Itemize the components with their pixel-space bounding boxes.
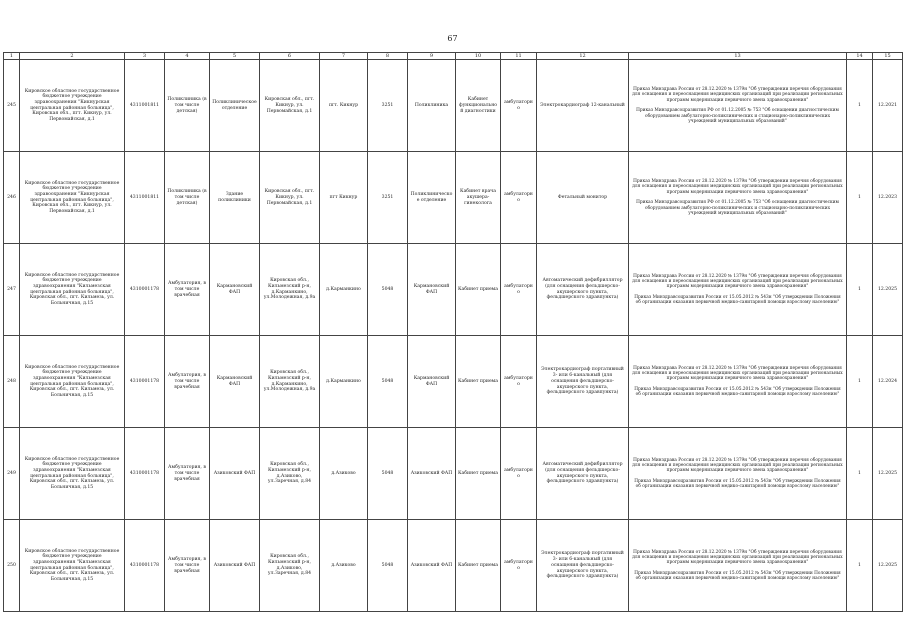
column-number: 6: [260, 53, 320, 60]
inn-cell: 4311001811: [125, 60, 165, 152]
department-cell: Поликлиническое отделение: [408, 152, 456, 244]
column-number: 15: [873, 53, 903, 60]
division-cell: Здание поликлиники: [210, 152, 260, 244]
room-cell: Кабинет приема: [456, 244, 501, 336]
address-cell: Кировская обл., пгт. Кикнур, ул. Первомайская, д.1: [260, 60, 320, 152]
care-form-cell: амбулаторно: [501, 520, 537, 612]
row-number: 248: [4, 336, 20, 428]
room-cell: Кабинет врача акушера-гинеколога: [456, 152, 501, 244]
row-number: 249: [4, 428, 20, 520]
unit-type-cell: Поликлиника (в том числе детская): [165, 152, 210, 244]
date-cell: 12.2025: [873, 244, 903, 336]
equipment-cell: Автоматический дефибриллятор (для оснащения фельдшерско-акушерского пункта, фельдшерского здравпункта): [537, 428, 629, 520]
table-row: [4, 152, 903, 244]
inn-cell: 4311001811: [125, 152, 165, 244]
address-cell: Кировская обл., Кильмезский р-н, д.Азиково, ул.Заречная, д.84: [260, 428, 320, 520]
inn-cell: 4310001178: [125, 336, 165, 428]
locality-cell: д.Карманкино: [320, 336, 368, 428]
date-cell: 12.2021: [873, 60, 903, 152]
table-body: [4, 53, 903, 612]
column-number: 12: [537, 53, 629, 60]
inn-cell: 4310001178: [125, 428, 165, 520]
inn-cell: 4310001178: [125, 244, 165, 336]
column-number: 11: [501, 53, 537, 60]
address-cell: Кировская обл., Кильмезский р-н, д.Карманкино, ул.Молодежная, д.9а: [260, 336, 320, 428]
table-row: [4, 336, 903, 428]
division-cell: Азиковский ФАП: [210, 428, 260, 520]
column-number: 5: [210, 53, 260, 60]
equipment-cell: Электрокардиограф портативный 3- или 6-канальный (для оснащения фельдшерско-акушерского пункта, фельдшерского здравпункта): [537, 336, 629, 428]
regulation-cell: Приказ Минздрава России от 28.12.2020 № 1379н "Об утверждении перечня оборудования для оснащения и переоснащения медицинских организаций при реализации региональных программ модернизации первичного звена здравоохранения" Приказ Минздравсоцразвития РФ от 01.12.2005 № 753 "Об оснащении диагностическим оборудованием амбулаторно-поликлинических и стационарно-поликлинических учреждений муниципальных образований": [629, 60, 847, 152]
equipment-cell: Электрокардиограф 12-канальный: [537, 60, 629, 152]
locality-cell: д.Азиково: [320, 520, 368, 612]
column-number: 13: [629, 53, 847, 60]
column-number: 1: [4, 53, 20, 60]
organization-cell: Кировское областное государственное бюджетное учреждение здравоохранения "Кильмезская центральная районная больница", Кировская обл., пгт. Кильмезь, ул. Больничная, д.15: [20, 520, 125, 612]
division-cell: Поликлиническое отделение: [210, 60, 260, 152]
quantity-cell: 1: [847, 152, 873, 244]
equipment-cell: Фетальный монитор: [537, 152, 629, 244]
column-number-row: [4, 53, 903, 60]
quantity-cell: 1: [847, 520, 873, 612]
row-number: 247: [4, 244, 20, 336]
date-cell: 12.2025: [873, 520, 903, 612]
organization-cell: Кировское областное государственное бюджетное учреждение здравоохранения "Кикнурская центральная районная больница", Кировская обл., пгт. Кикнур, ул. Первомайская, д.1: [20, 152, 125, 244]
column-number: 9: [408, 53, 456, 60]
department-cell: Кармановский ФАП: [408, 244, 456, 336]
table-row: [4, 520, 903, 612]
organization-cell: Кировское областное государственное бюджетное учреждение здравоохранения "Кильмезская центральная районная больница", Кировская обл., пгт. Кильмезь, ул. Больничная, д.15: [20, 336, 125, 428]
unit-type-cell: Амбулатория, в том числе врачебная: [165, 520, 210, 612]
care-form-cell: амбулаторно: [501, 336, 537, 428]
care-form-cell: амбулаторно: [501, 428, 537, 520]
locality-cell: пгт Кикнур: [320, 152, 368, 244]
row-number: 250: [4, 520, 20, 612]
division-cell: Азиковский ФАП: [210, 520, 260, 612]
column-number: 2: [20, 53, 125, 60]
quantity-cell: 1: [847, 244, 873, 336]
department-cell: Кармановский ФАП: [408, 336, 456, 428]
row-number: 246: [4, 152, 20, 244]
inn-cell: 4310001178: [125, 520, 165, 612]
care-form-cell: амбулаторно: [501, 60, 537, 152]
room-cell: Кабинет приема: [456, 428, 501, 520]
care-form-cell: амбулаторно: [501, 244, 537, 336]
code-cell: 5048: [368, 520, 408, 612]
regulation-cell: Приказ Минздрава России от 28.12.2020 № 1379н "Об утверждении перечня оборудования для оснащения и переоснащения медицинских организаций при реализации региональных программ модернизации первичного звена здравоохранения" Приказ Минздравсоцразвития России от 15.05.2012 № 543н "Об утверждении Положения об организации оказания первичной медико-санитарной помощи взрослому населению": [629, 520, 847, 612]
equipment-table: [3, 52, 903, 612]
regulation-cell: Приказ Минздрава России от 28.12.2020 № 1379н "Об утверждении перечня оборудования для оснащения и переоснащения медицинских организаций при реализации региональных программ модернизации первичного звена здравоохранения" Приказ Минздравсоцразвития России от 15.05.2012 № 543н "Об утверждении Положения об организации оказания первичной медико-санитарной помощи взрослому населению": [629, 336, 847, 428]
code-cell: 5048: [368, 244, 408, 336]
column-number: 14: [847, 53, 873, 60]
division-cell: Кармановский ФАП: [210, 244, 260, 336]
department-cell: Поликлиника: [408, 60, 456, 152]
address-cell: Кировская обл., пгт. Кикнур, ул. Первомайская, д.1: [260, 152, 320, 244]
row-number: 245: [4, 60, 20, 152]
code-cell: 3251: [368, 152, 408, 244]
regulation-cell: Приказ Минздрава России от 28.12.2020 № 1379н "Об утверждении перечня оборудования для оснащения и переоснащения медицинских организаций при реализации региональных программ модернизации первичного звена здравоохранения" Приказ Минздравсоцразвития России от 15.05.2012 № 543н "Об утверждении Положения об организации оказания первичной медико-санитарной помощи взрослому населению": [629, 428, 847, 520]
code-cell: 3251: [368, 60, 408, 152]
locality-cell: д.Азиково: [320, 428, 368, 520]
column-number: 4: [165, 53, 210, 60]
column-number: 10: [456, 53, 501, 60]
organization-cell: Кировское областное государственное бюджетное учреждение здравоохранения "Кильмезская центральная районная больница", Кировская обл., пгт. Кильмезь, ул. Больничная, д.15: [20, 244, 125, 336]
regulation-cell: Приказ Минздрава России от 28.12.2020 № 1379н "Об утверждении перечня оборудования для оснащения и переоснащения медицинских организаций при реализации региональных программ модернизации первичного звена здравоохранения" Приказ Минздравсоцразвития России от 15.05.2012 № 543н "Об утверждении Положения об организации оказания первичной медико-санитарной помощи взрослому населению": [629, 244, 847, 336]
column-number: 3: [125, 53, 165, 60]
locality-cell: д.Карманкино: [320, 244, 368, 336]
department-cell: Азиковский ФАП: [408, 520, 456, 612]
table-row: [4, 428, 903, 520]
date-cell: 12.2025: [873, 428, 903, 520]
column-number: 8: [368, 53, 408, 60]
room-cell: Кабинет приема: [456, 520, 501, 612]
division-cell: Кармановский ФАП: [210, 336, 260, 428]
organization-cell: Кировское областное государственное бюджетное учреждение здравоохранения "Кикнурская центральная районная больница", Кировская обл., пгт. Кикнур, ул. Первомайская, д.1: [20, 60, 125, 152]
unit-type-cell: Амбулатория, в том числе врачебная: [165, 244, 210, 336]
equipment-cell: Автоматический дефибриллятор (для оснащения фельдшерско-акушерского пункта, фельдшерского здравпункта): [537, 244, 629, 336]
quantity-cell: 1: [847, 428, 873, 520]
quantity-cell: 1: [847, 60, 873, 152]
room-cell: Кабинет приема: [456, 336, 501, 428]
organization-cell: Кировское областное государственное бюджетное учреждение здравоохранения "Кильмезская центральная районная больница", Кировская обл., пгт. Кильмезь, ул. Больничная, д.15: [20, 428, 125, 520]
room-cell: Кабинет функциональной диагностики: [456, 60, 501, 152]
department-cell: Азиковский ФАП: [408, 428, 456, 520]
unit-type-cell: Амбулатория, в том числе врачебная: [165, 428, 210, 520]
code-cell: 5048: [368, 336, 408, 428]
code-cell: 5048: [368, 428, 408, 520]
address-cell: Кировская обл., Кильмезский р-н, д.Карманкино, ул.Молодежная, д.9а: [260, 244, 320, 336]
date-cell: 12.2024: [873, 336, 903, 428]
equipment-cell: Электрокардиограф портативный 3- или 6-канальный (для оснащения фельдшерско-акушерского пункта, фельдшерского здравпункта): [537, 520, 629, 612]
regulation-cell: Приказ Минздрава России от 28.12.2020 № 1379н "Об утверждении перечня оборудования для оснащения и переоснащения медицинских организаций при реализации региональных программ модернизации первичного звена здравоохранения" Приказ Минздравсоцразвития РФ от 01.12.2005 № 753 "Об оснащении диагностическим оборудованием амбулаторно-поликлинических и стационарно-поликлинических учреждений муниципальных образований": [629, 152, 847, 244]
table-row: [4, 60, 903, 152]
date-cell: 12.2023: [873, 152, 903, 244]
unit-type-cell: Амбулатория, в том числе врачебная: [165, 336, 210, 428]
table-row: [4, 244, 903, 336]
column-number: 7: [320, 53, 368, 60]
quantity-cell: 1: [847, 336, 873, 428]
locality-cell: пгт. Кикнур: [320, 60, 368, 152]
page-number: 67: [447, 34, 458, 43]
address-cell: Кировская обл., Кильмезский р-н, д.Азиково, ул.Заречная, д.84: [260, 520, 320, 612]
unit-type-cell: Поликлиника (в том числе детская): [165, 60, 210, 152]
care-form-cell: амбулаторно: [501, 152, 537, 244]
